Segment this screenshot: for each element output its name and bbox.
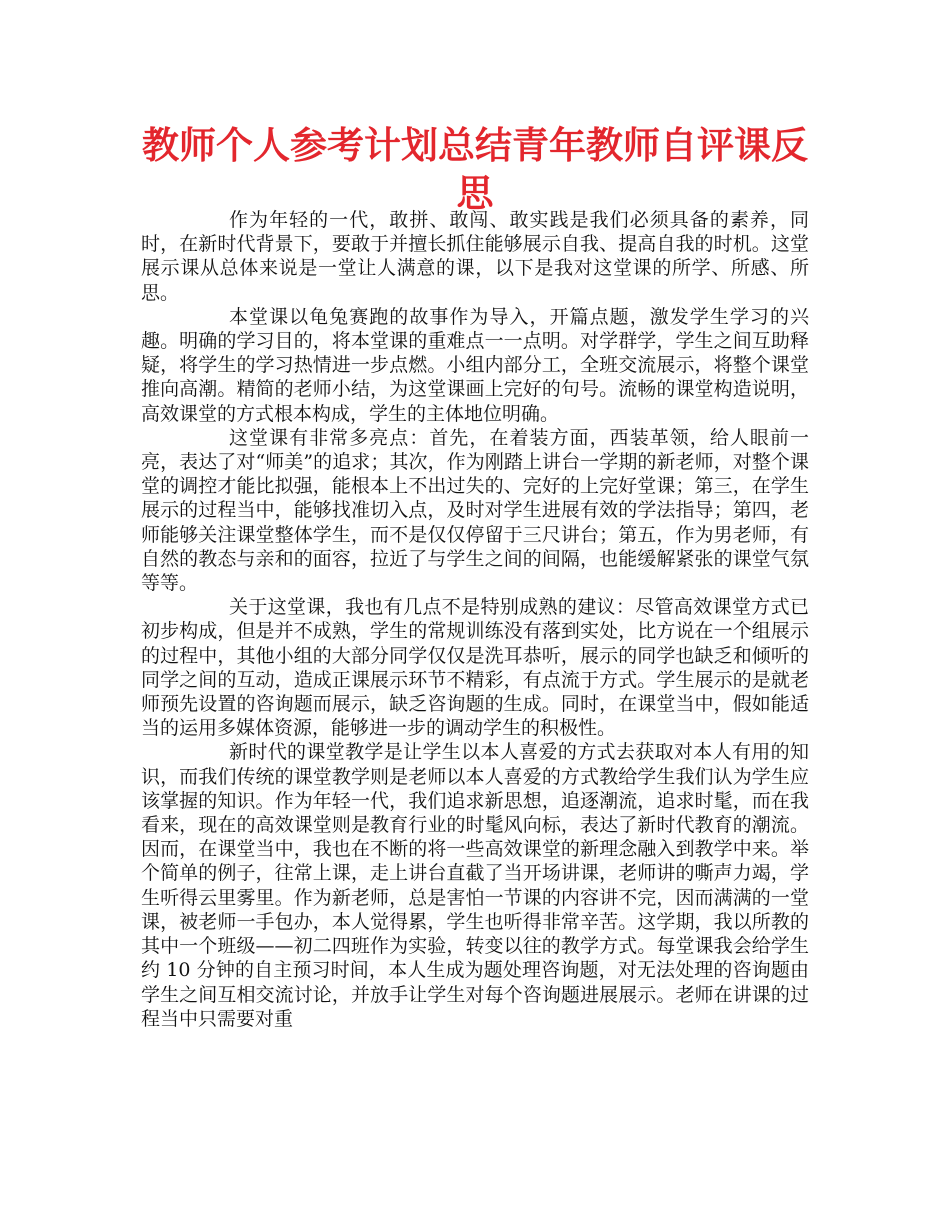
document-title: 教师个人参考计划总结青年教师自评课反思 (142, 124, 808, 215)
paragraph-5: 新时代的课堂教学是让学生以本人喜爱的方式去获取对本人有用的知识，而我们传统的课堂教学则是老师以本人喜爱的方式教给学生我们认为学生应该掌握的知识。作为年轻一代，我们追求新思想，追逐潮流，追求时髦，而在我看来，现在的高效课堂则是教育行业的时髦风向标，表达了新时代教育的潮流。因而，在课堂当中，我也在不断的将一些高效课堂的新理念融入到教学中来。举个简单的例子，往常上课，走上讲台直截了当开场讲课，老师讲的嘶声力竭，学生听得云里雾里。作为新老师，总是害怕一节课的内容讲不完，因而满满的一堂课，被老师一手包办，本人觉得累，学生也听得非常辛苦。这学期，我以所教的其中一个班级——初二四班作为实验，转变以往的教学方式。每堂课我会给学生约 10 分钟的自主预习时间，本人生成为题处理咨询题，对无法处理的咨询题由学生之间互相交流讨论，并放手让学生对每个咨询题进展展示。老师在讲课的过程当中只需要对重 (141, 741, 809, 1030)
paragraph-3: 这堂课有非常多亮点：首先，在着装方面，西装革领，给人眼前一亮，表达了对“师美”的追求；其次，作为刚踏上讲台一学期的新老师，对整个课堂的调控才能比拟强，能根本上不出过失的、完好的上完好堂课；第三，在学生展示的过程当中，能够找准切入点，及时对学生进展有效的学法指导；第四，老师能够关注课堂整体学生，而不是仅仅停留于三尺讲台；第五，作为男老师，有自然的教态与亲和的面容，拉近了与学生之间的间隔，也能缓解紧张的课堂气氛等等。 (141, 426, 809, 595)
document-body (141, 208, 809, 1031)
paragraph-2: 本堂课以龟兔赛跑的故事作为导入，开篇点题，激发学生学习的兴趣。明确的学习目的，将本堂课的重难点一一点明。对学群学，学生之间互助释疑，将学生的学习热情进一步点燃。小组内部分工，全班交流展示，将整个课堂推向高潮。精简的老师小结，为这堂课画上完好的句号。流畅的课堂构造说明，高效课堂的方式根本构成，学生的主体地位明确。 (141, 305, 809, 425)
paragraph-4: 关于这堂课，我也有几点不是特别成熟的建议：尽管高效课堂方式已初步构成，但是并不成熟，学生的常规训练没有落到实处，比方说在一个组展示的过程中，其他小组的大部分同学仅仅是洗耳恭听，展示的同学也缺乏和倾听的同学之间的互动，造成正课展示环节不精彩，有点流于方式。学生展示的是就老师预先设置的咨询题而展示，缺乏咨询题的生成。同时，在课堂当中，假如能适当的运用多媒体资源，能够进一步的调动学生的积极性。 (141, 596, 809, 740)
paragraph-1: 作为年轻的一代，敢拼、敢闯、敢实践是我们必须具备的素养，同时，在新时代背景下，要敢于并擅长抓住能够展示自我、提高自我的时机。这堂展示课从总体来说是一堂让人满意的课，以下是我对这堂课的所学、所感、所思。 (141, 209, 809, 304)
